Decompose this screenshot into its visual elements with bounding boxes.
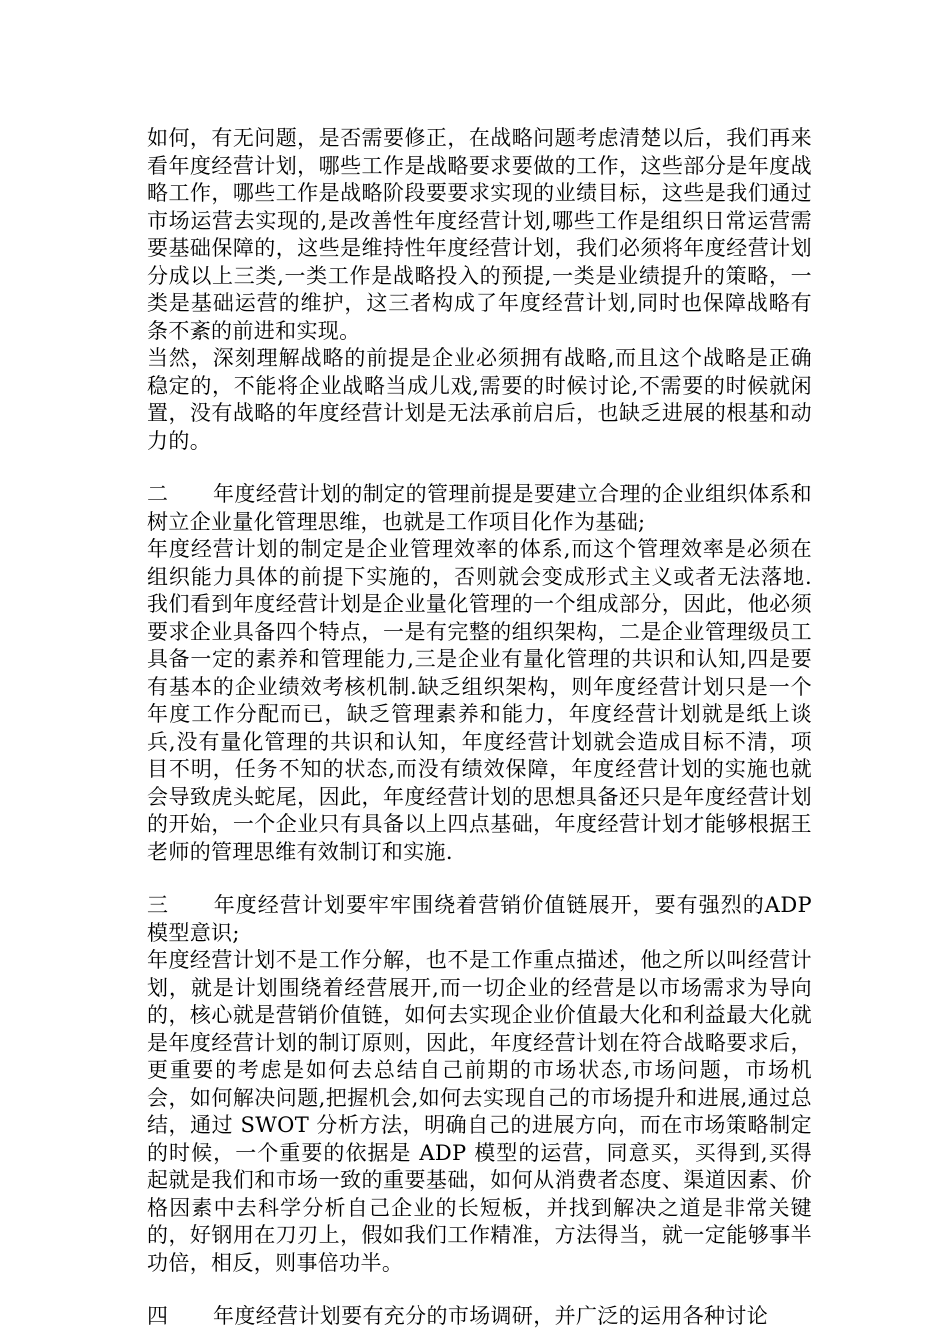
section-number: 二 bbox=[147, 482, 169, 506]
body-paragraph: 年度经营计划的制定是企业管理效率的体系,而这个管理效率是必须在组织能力具体的前提下实施的，否则就会变成形式主义或者无法落地.我们看到年度经营计划是企业量化管理的一个组成部分，因此，他必须要求企业具备四个特点，一是有完整的组织架构，二是企业管理级员工具备一定的素养和管理能力,三是企业有量化管理的共识和认知,四是要有基本的企业绩效考核机制.缺乏组织架构，则年度经营计划只是一个年度工作分配而已，缺乏管理素养和能力，年度经营计划就是纸上谈兵,没有量化管理的共识和认知，年度经营计划就会造成目标不清，项目不明，任务不知的状态,而没有绩效保障，年度经营计划的实施也就会导致虎头蛇尾，因此，年度经营计划的思想具备还只是年度经营计划的开始，一个企业只有具备以上四点基础，年度经营计划才能够根据王老师的管理思维有效制订和实施. bbox=[147, 537, 812, 864]
paragraph-spacer bbox=[147, 455, 812, 481]
body-paragraph: 年度经营计划不是工作分解，也不是工作重点描述，他之所以叫经营计划，就是计划围绕着经营展开,而一切企业的经营是以市场需求为导向的，核心就是营销价值链，如何去实现企业价值最大化和利益最大化就是年度经营计划的制订原则，因此，年度经营计划在符合战略要求后，更重要的考虑是如何去总结自己前期的市场状态,市场问题，市场机会，如何解决问题,把握机会,如何去实现自己的市场提升和进展,通过总结，通过 SWOT 分析方法，明确自己的进展方向，而在市场策略制定的时候，一个重要的依据是 ADP 模型的运营，同意买，买得到,买得起就是我们和市场一致的重要基础，如何从消费者态度、渠道因素、价格因素中去科学分析自己企业的长短板，并找到解决之道是非常关键的，好钢用在刀刃上，假如我们工作精准，方法得当，就一定能够事半功倍，相反，则事倍功半。 bbox=[147, 948, 812, 1275]
section-heading-text: 年度经营计划要有充分的市场调研，并广泛的运用各种讨论 bbox=[213, 1304, 769, 1328]
body-paragraph: 当然，深刻理解战略的前提是企业必须拥有战略,而且这个战略是正确稳定的，不能将企业战略当成儿戏,需要的时候讨论,不需要的时候就闲置，没有战略的年度经营计划是无法承前启后，也缺乏进展的根基和动力的。 bbox=[147, 346, 812, 453]
paragraph-spacer bbox=[147, 866, 812, 892]
paragraph-spacer bbox=[147, 1277, 812, 1303]
document-page bbox=[147, 125, 812, 1331]
section-heading bbox=[147, 1303, 812, 1331]
section-number: 四 bbox=[147, 1304, 169, 1328]
section-heading bbox=[147, 481, 812, 536]
section-heading-text: 年度经营计划的制定的管理前提是要建立合理的企业组织体系和树立企业量化管理思维，也就是工作项目化作为基础; bbox=[147, 482, 812, 534]
section-heading bbox=[147, 892, 812, 947]
section-heading-text: 年度经营计划要牢牢围绕着营销价值链展开，要有强烈的ADP 模型意识; bbox=[147, 893, 812, 945]
body-paragraph: 如何，有无问题，是否需要修正，在战略问题考虑清楚以后，我们再来看年度经营计划，哪些工作是战略要求要做的工作，这些部分是年度战略工作，哪些工作是战略阶段要要求实现的业绩目标，这些是我们通过市场运营去实现的,是改善性年度经营计划,哪些工作是组织日常运营需要基础保障的，这些是维持性年度经营计划，我们必须将年度经营计划分成以上三类,一类工作是战略投入的预提,一类是业绩提升的策略，一类是基础运营的维护，这三者构成了年度经营计划,同时也保障战略有条不紊的前进和实现。 bbox=[147, 126, 812, 343]
section-number: 三 bbox=[147, 893, 169, 917]
